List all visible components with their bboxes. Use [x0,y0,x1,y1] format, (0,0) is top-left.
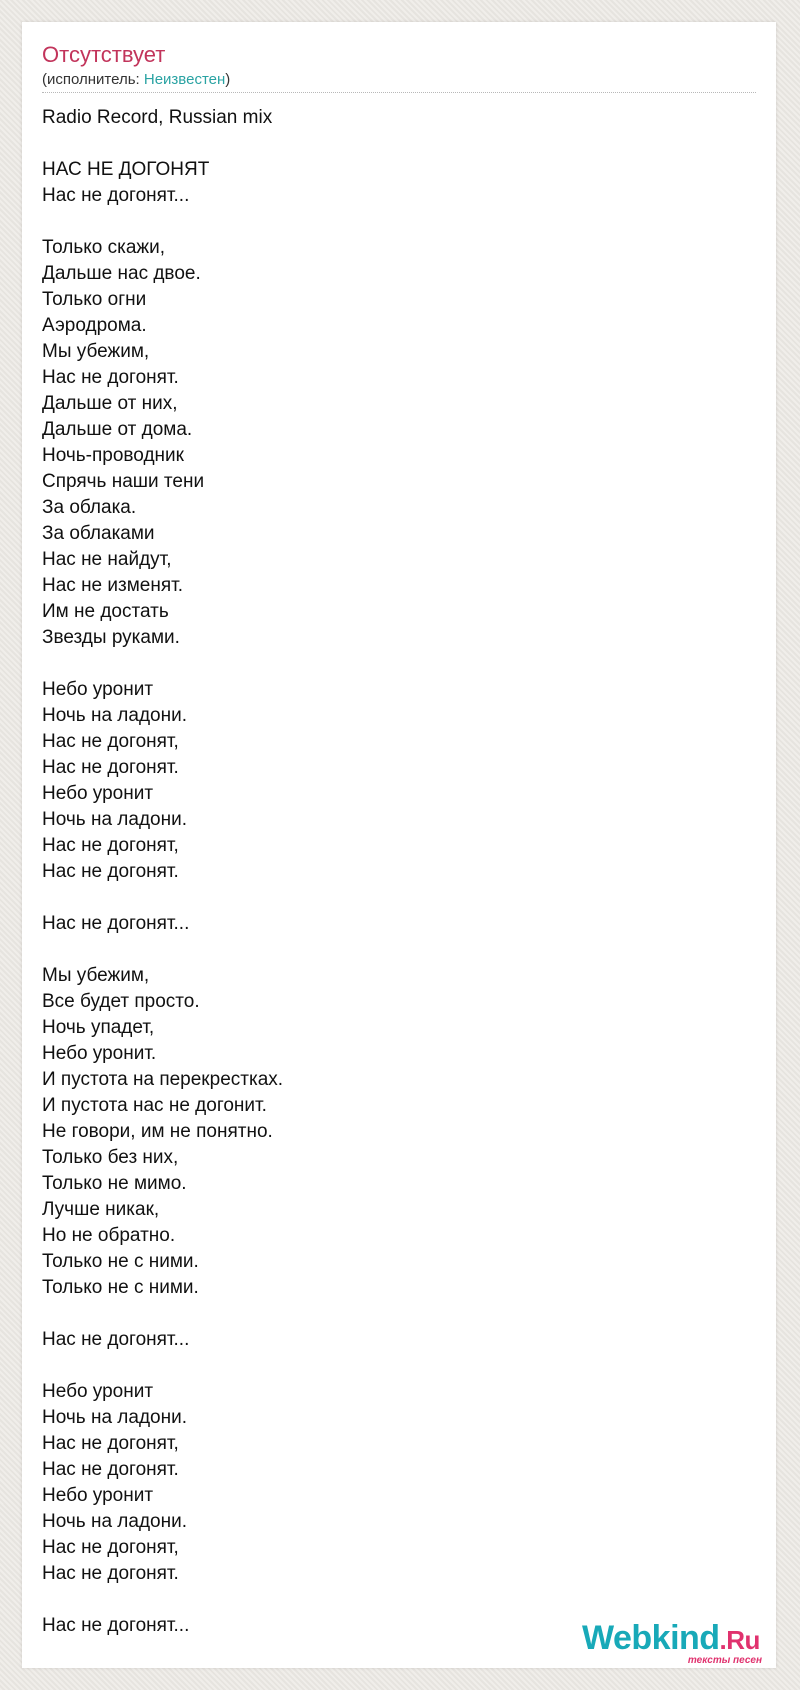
artist-suffix: ) [225,71,231,88]
artist-link[interactable]: Неизвестен [143,71,226,88]
lyrics-card [22,22,776,1668]
logo-brand: Webkind [582,1619,720,1657]
logo-wordmark [582,1619,760,1658]
song-title: Отсутствует [42,42,166,67]
artist-prefix: (исполнитель: [42,71,144,88]
logo-tld: .Ru [719,1625,760,1655]
title-divider [42,92,756,93]
webkind-logo [582,1619,772,1665]
artist-line [42,71,230,88]
lyrics-text: Radio Record, Russian mix НАС НЕ ДОГОНЯТ Нас не догонят... Только скажи, Дальше нас двое. Только огни Аэродрома. Мы убежим, Нас не догонят. Дальше от них, Дальше от дома. Ночь-проводник Спрячь наши тени За облака. За облаками Нас не найдут, Нас не изменят. Им не достать Звезды руками. Небо уронит Ночь на ладони. Нас не догонят, Нас не догонят. Небо уронит Ночь на ладони. Нас не догонят, Нас не догонят. Нас не догонят... Мы убежим, Все будет просто. Ночь упадет, Небо уронит. И пустота на перекрестках. И пустота нас не догонит. Не говори, им не понятно. Только без них, Только не мимо. Лучше никак, Но не обратно. Только не с ними. Только не с ними. Нас не догонят... Небо уронит Ночь на ладони. Нас не догонят, Нас не догонят. Небо уронит Ночь на ладони. Нас не догонят, Нас не догонят. Нас не догонят... [42,107,284,1636]
logo-tagline: тексты песен [687,1655,762,1666]
